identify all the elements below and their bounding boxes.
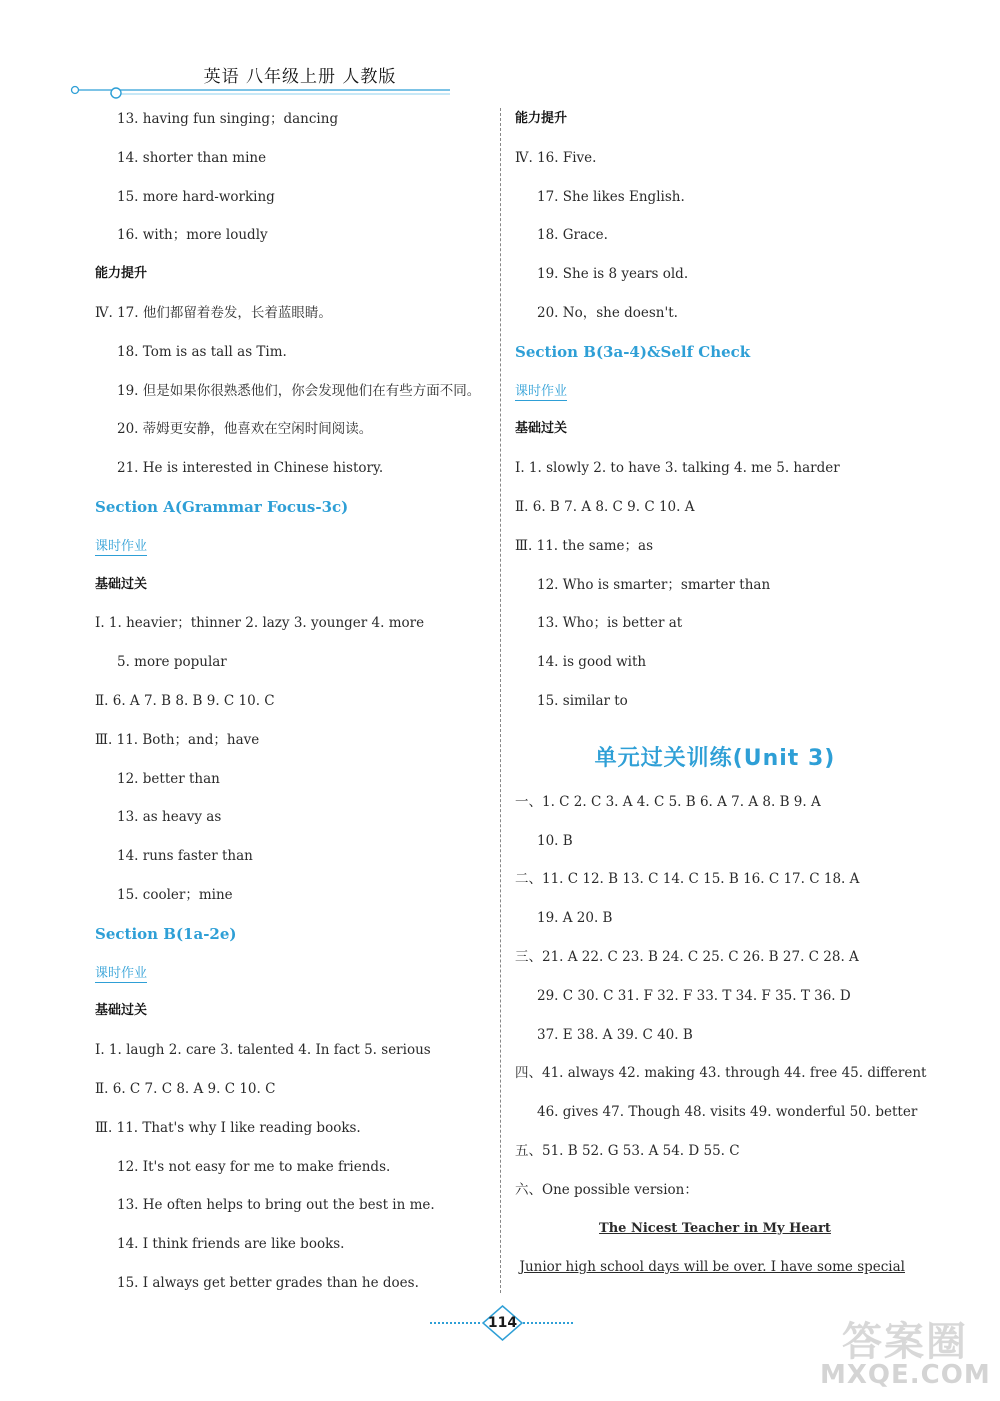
answer-line: 20. No，she doesn't. [537,304,678,321]
header-decor-line [70,84,450,102]
answer-line: 19. 但是如果你很熟悉他们，你会发现他们在有些方面不同。 [117,382,481,399]
answer-line: 13. as heavy as [117,809,222,826]
homework-label-row [95,961,490,1000]
watermark-text-bottom: MXQE.COM [820,1360,991,1390]
homework-label: 课时作业 [515,383,568,399]
answer-line: Ⅳ. 16. Five. [515,149,597,166]
answer-line: 19. A 20. B [537,910,613,927]
answer-line: 18. Tom is as tall as Tim. [117,343,287,360]
column-divider [500,108,501,1293]
essay-title: The Nicest Teacher in My Heart [599,1220,831,1236]
answer-line: 20. 蒂姆更安静，他喜欢在空闲时间阅读。 [117,421,373,438]
left-column [95,107,490,1310]
answer-line: 12. Who is smarter；smarter than [537,576,771,593]
watermark-logo [820,1310,990,1392]
homework-label-row [515,379,915,418]
answer-line: 15. similar to [537,692,628,709]
homework-label: 课时作业 [95,538,148,554]
answer-line: Ⅱ. 6. A 7. B 8. B 9. C 10. C [95,692,275,709]
answer-line: 13. Who；is better at [537,615,683,632]
answer-line: Ⅲ. 11. the same；as [515,537,654,554]
page-number: 114 [487,1315,518,1331]
answer-line: 14. I think friends are like books. [117,1236,345,1253]
page-footer [430,1305,575,1341]
subsection-heading: 基础过关 [95,1003,148,1019]
watermark-text-top: 答案圈 [842,1319,968,1365]
answer-line: 46. gives 47. Though 48. visits 49. wonderful 50. better [537,1104,918,1121]
subsection-heading: 基础过关 [95,576,148,592]
subsection-heading: 基础过关 [515,421,568,437]
section-heading: Section B(3a-4)&Self Check [515,342,751,361]
subsection-heading: 能力提升 [95,266,148,282]
section-heading: Section A(Grammar Focus-3c) [95,497,349,516]
answer-line: 12. It's not easy for me to make friends. [117,1158,391,1175]
answer-line: 15. I always get better grades than he does. [117,1274,419,1291]
answer-line: Ⅰ. 1. laugh 2. care 3. talented 4. In fact 5. serious [95,1042,431,1059]
answer-line: 29. C 30. C 31. F 32. F 33. T 34. F 35. T 36. D [537,987,851,1004]
answer-line: 21. He is interested in Chinese history. [117,460,384,477]
answer-line: 10. B [537,832,573,849]
answer-line: Ⅰ. 1. slowly 2. to have 3. talking 4. me 5. harder [515,460,840,477]
answer-line: Ⅲ. 11. Both；and；have [95,731,260,748]
answer-line: 14. runs faster than [117,848,253,865]
answer-line: Ⅳ. 17. 他们都留着卷发，长着蓝眼睛。 [95,304,332,321]
answer-line: 16. with；more loudly [117,227,268,244]
subsection-heading: 能力提升 [515,111,568,126]
answer-line: 14. shorter than mine [117,149,267,166]
answer-line: 5. more popular [117,654,227,671]
section-heading: Section B(1a-2e) [95,924,237,943]
header-title: 英语 八年级上册 人教版 [203,67,397,87]
answer-line: 18. Grace. [537,227,608,244]
essay-line: Junior high school days will be over. I have some special [519,1259,905,1276]
unit-title: 单元过关训练(Unit 3) [594,745,836,771]
answer-line: 四、41. always 42. making 43. through 44. free 45. different [515,1065,927,1082]
answer-line: 19. She is 8 years old. [537,266,689,283]
answer-line: 二、11. C 12. B 13. C 14. C 15. B 16. C 17. C 18. A [515,871,860,888]
answer-line: 三、21. A 22. C 23. B 24. C 25. C 26. B 27. C 28. A [515,948,859,965]
answer-line: 六、One possible version： [515,1181,698,1198]
answer-line: 五、51. B 52. G 53. A 54. D 55. C [515,1142,740,1159]
homework-label-row [95,534,490,573]
answer-line: 15. more hard-working [117,188,275,205]
answer-line: 37. E 38. A 39. C 40. B [537,1026,693,1043]
answer-line: 一、1. C 2. C 3. A 4. C 5. B 6. A 7. A 8. B 9. A [515,793,821,810]
answer-line: 13. He often helps to bring out the best in me. [117,1197,435,1214]
answer-line: Ⅲ. 11. That's why I like reading books. [95,1119,361,1136]
answer-line: Ⅰ. 1. heavier；thinner 2. lazy 3. younger 4. more [95,615,425,632]
homework-label: 课时作业 [95,965,148,981]
answer-line: 14. is good with [537,654,647,671]
answer-line: Ⅱ. 6. C 7. C 8. A 9. C 10. C [95,1080,276,1097]
answer-line: 13. having fun singing；dancing [117,111,339,127]
answer-line: 17. She likes English. [537,188,685,205]
right-column [515,107,927,1294]
answer-line: Ⅱ. 6. B 7. A 8. C 9. C 10. A [515,498,695,515]
answer-line: 12. better than [117,770,220,787]
answer-line: 15. cooler；mine [117,886,233,903]
